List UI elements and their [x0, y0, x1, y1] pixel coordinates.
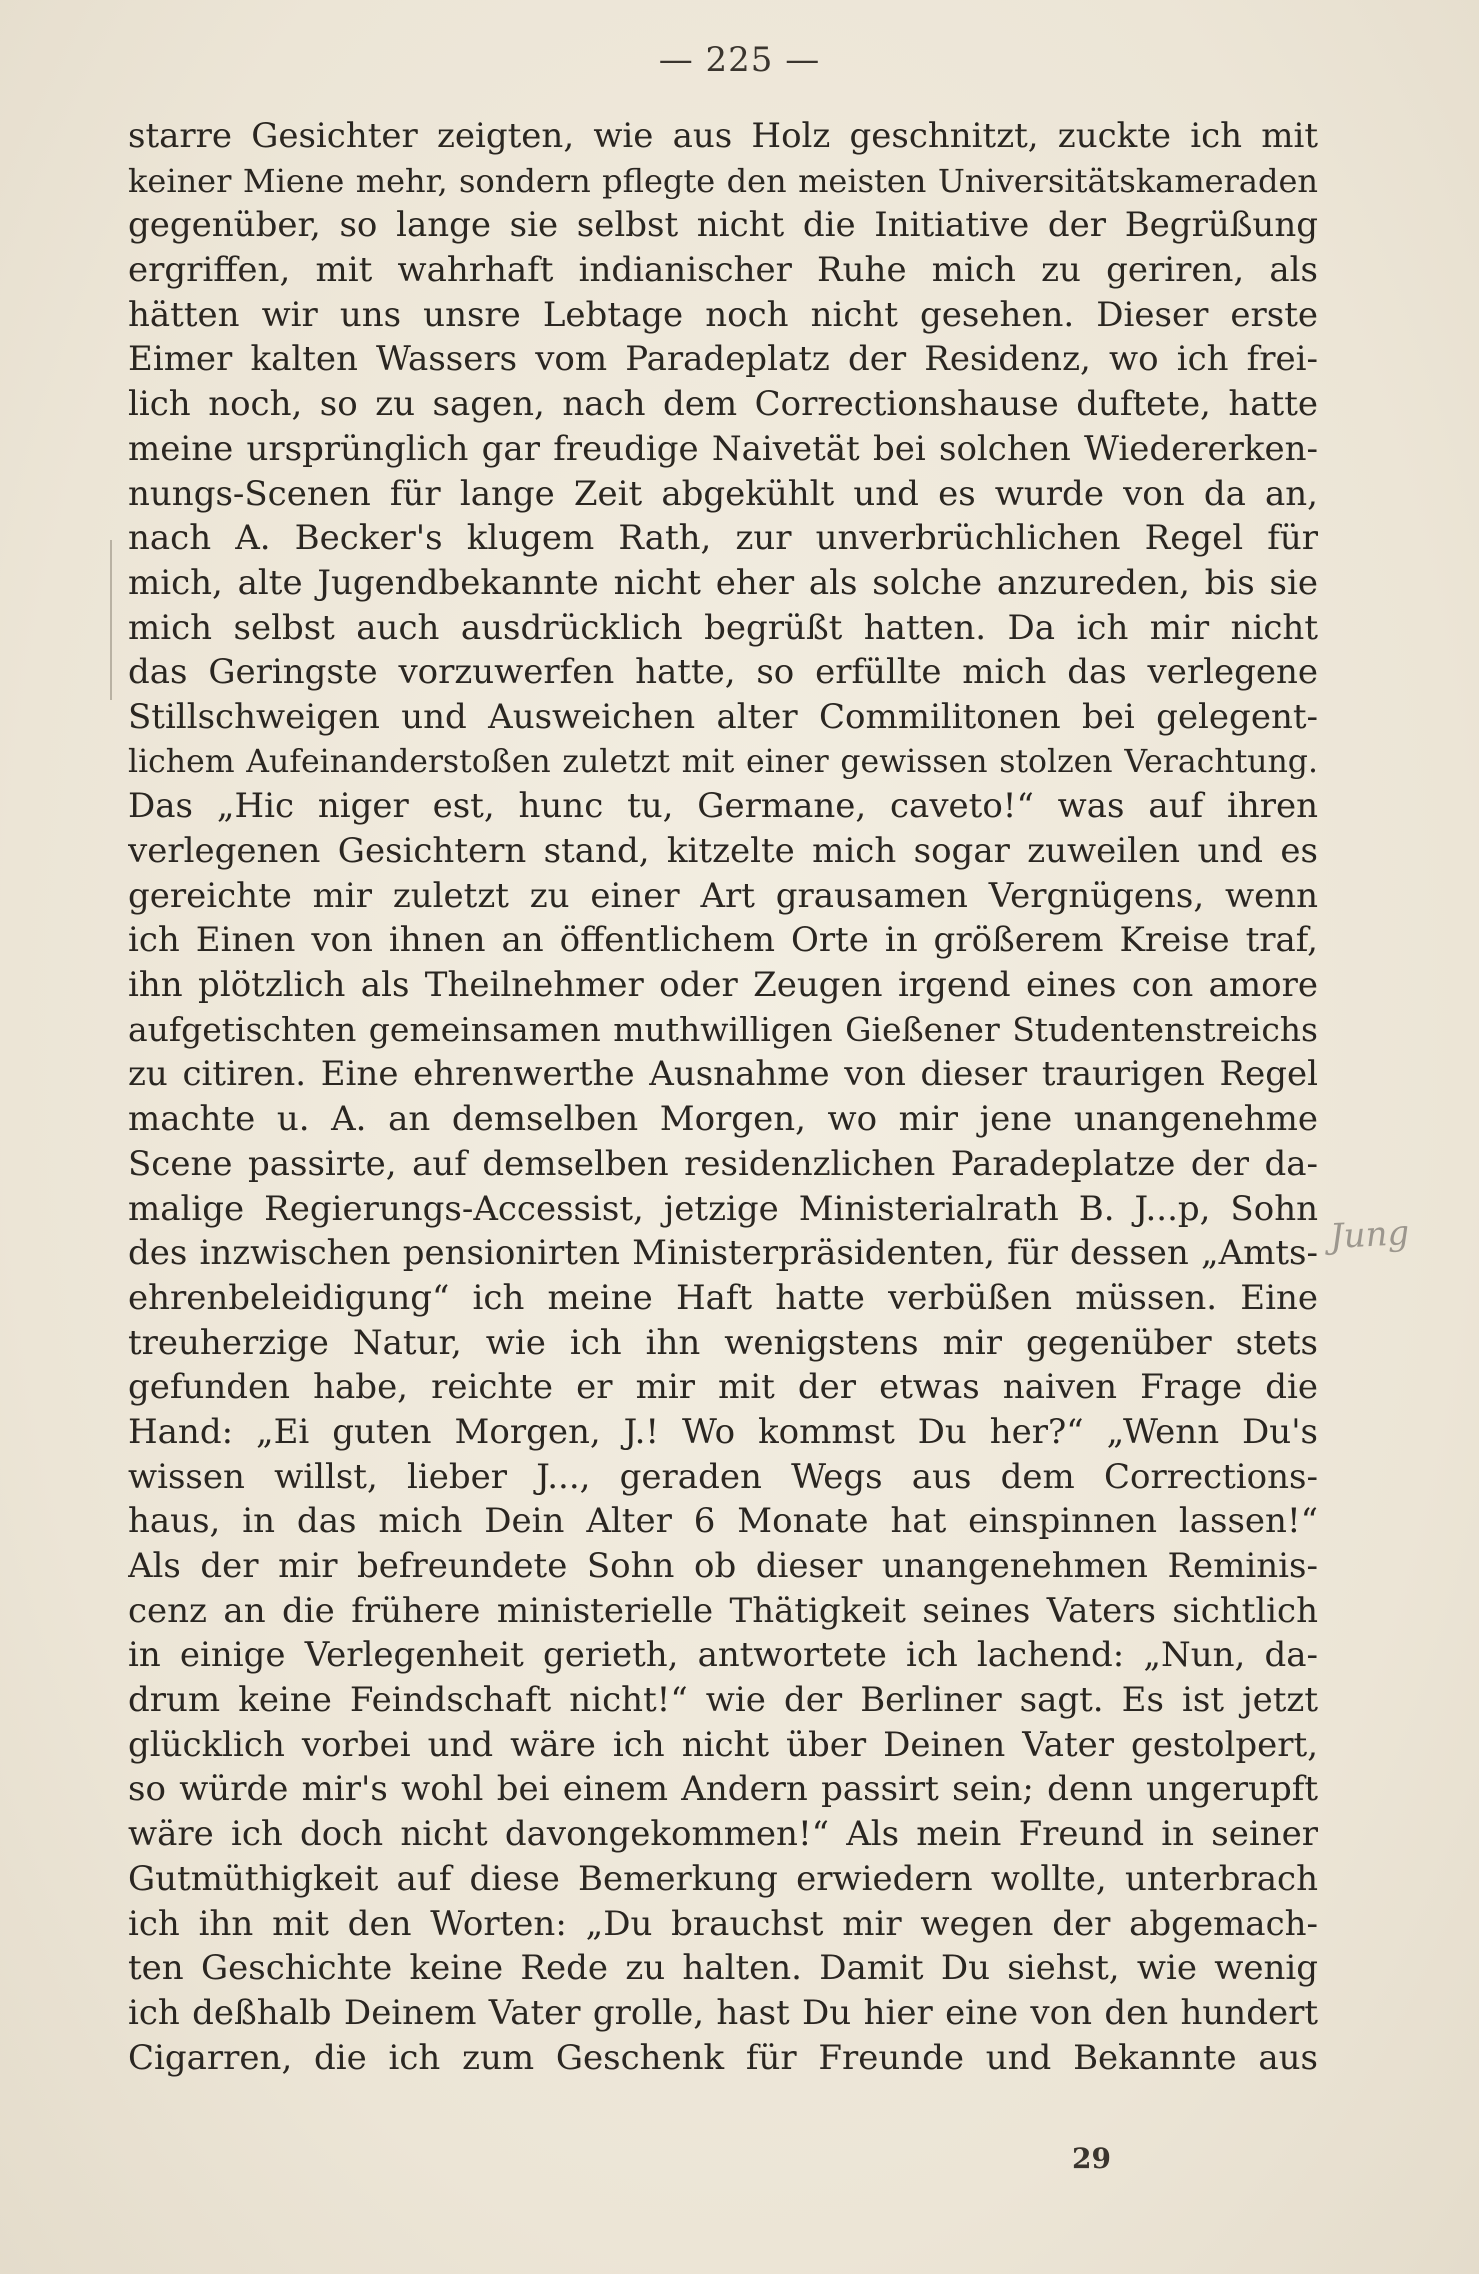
- text-line: meine ursprünglich gar freudige Naivetät bei solchen Wiedererken-: [128, 428, 1318, 469]
- text-line: hätten wir uns unsre Lebtage noch nicht gesehen. Dieser erste: [128, 294, 1318, 335]
- text-line: Eimer kalten Wassers vom Paradeplatz der Residenz, wo ich frei-: [128, 339, 1318, 380]
- text-line: ten Geschichte keine Rede zu halten. Damit Du siehst, wie wenig: [128, 1948, 1318, 1989]
- text-line: in einige Verlegenheit gerieth, antwortete ich lachend: „Nun, da-: [128, 1635, 1318, 1676]
- text-line: glücklich vorbei und wäre ich nicht über Deinen Vater gestolpert,: [128, 1724, 1318, 1765]
- text-line: gegenüber, so lange sie selbst nicht die Initiative der Begrüßung: [128, 205, 1318, 246]
- text-line: malige Regierungs-Accessist, jetzige Ministerialrath B. J...p, Sohn: [128, 1188, 1318, 1229]
- text-line: lichem Aufeinanderstoßen zuletzt mit einer gewissen stolzen Verachtung.: [128, 743, 1318, 780]
- text-line: zu citiren. Eine ehrenwerthe Ausnahme von dieser traurigen Regel: [128, 1054, 1318, 1095]
- text-line: verlegenen Gesichtern stand, kitzelte mich sogar zuweilen und es: [128, 831, 1318, 871]
- margin-pencil-mark: [110, 540, 112, 700]
- text-line: ich Einen von ihnen an öffentlichem Orte in größerem Kreise traf,: [128, 920, 1318, 961]
- text-line: ich deßhalb Deinem Vater grolle, hast Du hier eine von den hundert: [128, 1992, 1318, 2033]
- body-text: [128, 114, 1318, 2080]
- text-line: starre Gesichter zeigten, wie aus Holz geschnitzt, zuckte ich mit: [128, 116, 1318, 156]
- text-line: ich ihn mit den Worten: „Du brauchst mir wegen der abgemach-: [128, 1903, 1318, 1944]
- text-line: Stillschweigen und Ausweichen alter Commilitonen bei gelegent-: [128, 696, 1318, 737]
- text-line: Das „Hic niger est, hunc tu, Germane, caveto!“ was auf ihren: [128, 786, 1318, 827]
- text-line: so würde mir's wohl bei einem Andern passirt sein; denn ungerupft: [128, 1769, 1318, 1810]
- text-line: gereichte mir zuletzt zu einer Art grausamen Vergnügens, wenn: [128, 875, 1318, 916]
- text-line: Als der mir befreundete Sohn ob dieser unangenehmen Reminis-: [128, 1546, 1318, 1586]
- text-line: haus, in das mich Dein Alter 6 Monate hat einspinnen lassen!“: [128, 1501, 1318, 1542]
- text-line: mich, alte Jugendbekannte nicht eher als solche anzureden, bis sie: [128, 562, 1318, 603]
- page-number-header: — 225 —: [658, 40, 821, 80]
- text-line: nungs-Scenen für lange Zeit abgekühlt und es wurde von da an,: [128, 473, 1318, 514]
- text-line: lich noch, so zu sagen, nach dem Correctionshause duftete, hatte: [128, 384, 1318, 425]
- text-line: Gutmüthigkeit auf diese Bemerkung erwiedern wollte, unterbrach: [128, 1858, 1318, 1899]
- text-line: das Geringste vorzuwerfen hatte, so erfüllte mich das verlegene: [128, 652, 1318, 693]
- text-line: gefunden habe, reichte er mir mit der etwas naiven Frage die: [128, 1367, 1318, 1408]
- text-line: des inzwischen pensionirten Ministerpräsidenten, für dessen „Amts-: [128, 1233, 1318, 1274]
- text-line: ergriffen, mit wahrhaft indianischer Ruhe mich zu geriren, als: [128, 250, 1318, 291]
- text-line: mich selbst auch ausdrücklich begrüßt hatten. Da ich mir nicht: [128, 607, 1318, 648]
- text-line: treuherzige Natur, wie ich ihn wenigstens mir gegenüber stets: [128, 1322, 1318, 1363]
- text-line: wissen willst, lieber J..., geraden Wegs aus dem Corrections-: [128, 1456, 1318, 1497]
- text-line: Cigarren, die ich zum Geschenk für Freunde und Bekannte aus: [128, 2037, 1318, 2078]
- text-line: Scene passirte, auf demselben residenzlichen Paradeplatze der da-: [128, 1143, 1318, 1184]
- handwritten-margin-note: Jung: [1329, 1212, 1411, 1258]
- text-line: aufgetischten gemeinsamen muthwilligen Gießener Studentenstreichs: [128, 1009, 1318, 1049]
- text-line: wäre ich doch nicht davongekommen!“ Als mein Freund in seiner: [128, 1814, 1318, 1855]
- text-line: ehrenbeleidigung“ ich meine Haft hatte verbüßen müssen. Eine: [128, 1277, 1318, 1318]
- text-line: cenz an die frühere ministerielle Thätigkeit seines Vaters sichtlich: [128, 1590, 1318, 1631]
- text-line: nach A. Becker's klugem Rath, zur unverbrüchlichen Regel für: [128, 518, 1318, 559]
- text-line: Hand: „Ei guten Morgen, J.! Wo kommst Du her?“ „Wenn Du's: [128, 1411, 1318, 1452]
- text-line: machte u. A. an demselben Morgen, wo mir jene unangenehme: [128, 1099, 1318, 1140]
- text-line: keiner Miene mehr, sondern pflegte den meisten Universitätskameraden: [128, 161, 1318, 200]
- text-line: ihn plötzlich als Theilnehmer oder Zeugen irgend eines con amore: [128, 965, 1318, 1006]
- signature-mark: 29: [1072, 2142, 1111, 2175]
- text-line: drum keine Feindschaft nicht!“ wie der Berliner sagt. Es ist jetzt: [128, 1680, 1318, 1721]
